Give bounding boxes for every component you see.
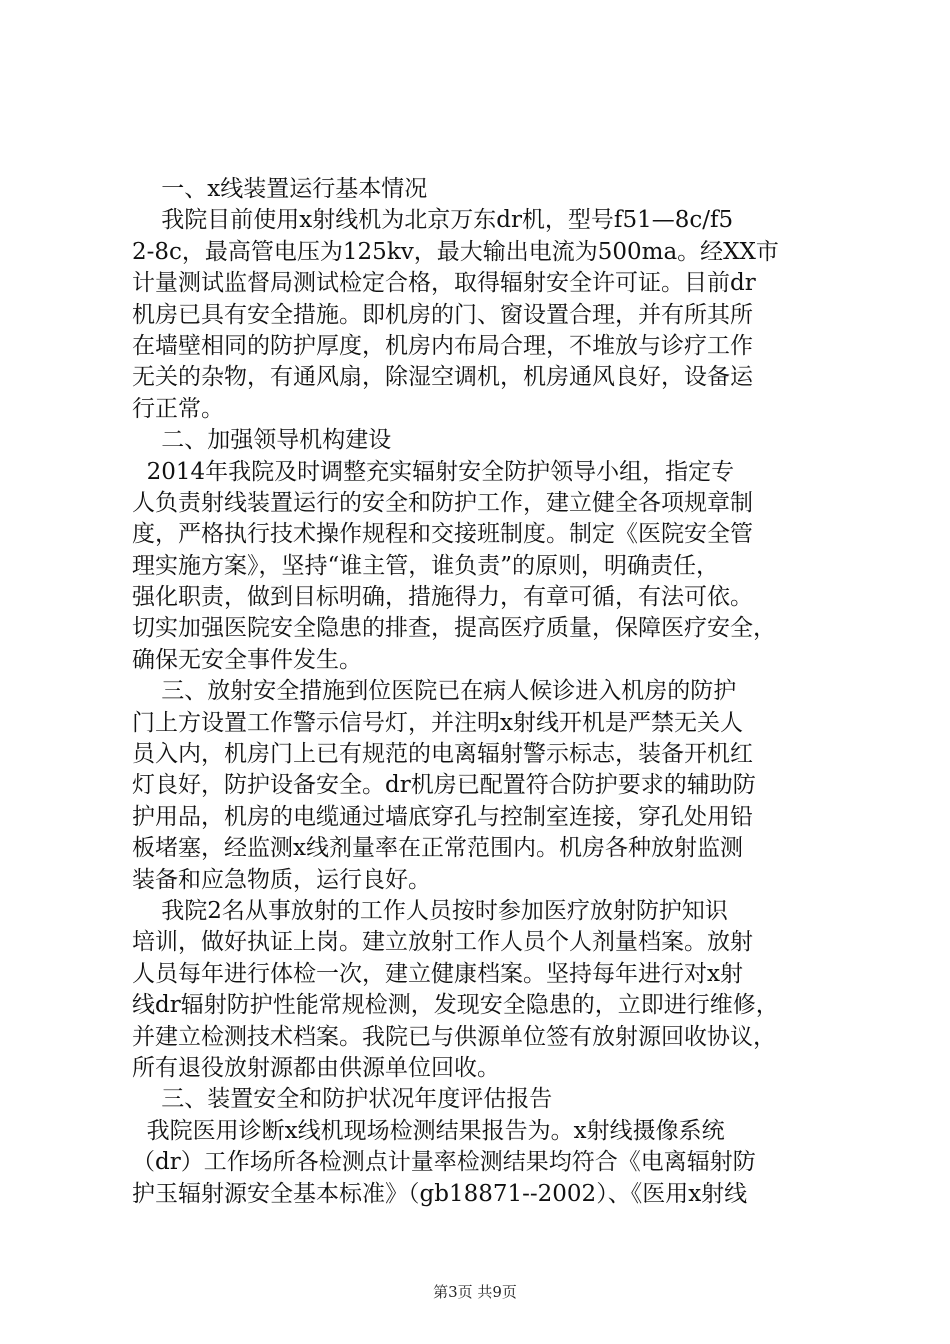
- text-line: 灯良好，防护设备安全。dr机房已配置符合防护要求的辅助防: [132, 772, 756, 799]
- text-line: 度，严格执行技术操作规程和交接班制度。制定《医院安全管: [132, 521, 753, 548]
- text-line: 在墙壁相同的防护厚度，机房内布局合理，不堆放与诊疗工作: [132, 332, 753, 359]
- text-line: 切实加强医院安全隐患的排查，提高医疗质量，保障医疗安全，: [132, 615, 776, 642]
- text-line: 2014年我院及时调整充实辐射安全防护领导小组，指定专: [132, 458, 735, 485]
- text-line: 板堵塞，经监测x线剂量率在正常范围内。机房各种放射监测: [132, 835, 743, 862]
- text-line: 培训，做好执证上岗。建立放射工作人员个人剂量档案。放射: [132, 929, 753, 956]
- text-line: 护用品，机房的电缆通过墙底穿孔与控制室连接，穿孔处用铅: [132, 803, 753, 830]
- text-line: 一、x线装置运行基本情况: [132, 176, 428, 202]
- text-line: 三、放射安全措施到位医院已在病人候诊进入机房的防护: [132, 678, 737, 705]
- text-line: 三、装置安全和防护状况年度评估报告: [132, 1086, 553, 1113]
- text-line: 门上方设置工作警示信号灯，并注明x射线开机是严禁无关人: [132, 709, 743, 736]
- text-line: 行正常。: [132, 395, 224, 422]
- text-line: 人员每年进行体检一次，建立健康档案。坚持每年进行对x射: [132, 960, 743, 987]
- text-line: 并建立检测技术档案。我院已与供源单位签有放射源回收协议，: [132, 1023, 776, 1050]
- text-line: 无关的杂物，有通风扇，除湿空调机，机房通风良好，设备运: [132, 364, 753, 391]
- text-line: 员入内，机房门上已有规范的电离辐射警示标志，装备开机红: [132, 741, 753, 768]
- text-line: （dr）工作场所各检测点计量率检测结果均符合《电离辐射防: [132, 1149, 756, 1176]
- text-line: 我院目前使用x射线机为北京万东dr机，型号f51—8c/f5: [132, 207, 734, 234]
- text-line: 机房已具有安全措施。即机房的门、窗设置合理，并有所其所: [132, 301, 753, 328]
- text-line: 2-8c，最高管电压为125kv，最大输出电流为500ma。经XX市: [132, 238, 779, 265]
- text-line: 理实施方案》，坚持“谁主管，谁负责”的原则，明确责任，: [132, 552, 720, 579]
- text-line: 护玉辐射源安全基本标准》（gb18871--2002）、《医用x射线: [132, 1180, 748, 1207]
- text-line: 我院医用诊断x线机现场检测结果报告为。x射线摄像系统: [132, 1117, 725, 1144]
- page-number-footer: 第3页 共9页: [433, 1283, 517, 1301]
- text-line: 装备和应急物质，运行良好。: [132, 866, 431, 893]
- document-body: [132, 174, 832, 1210]
- text-line: 人负责射线装置运行的安全和防护工作，建立健全各项规章制: [132, 489, 753, 516]
- text-line: 我院2名从事放射的工作人员按时参加医疗放射防护知识: [132, 897, 728, 924]
- text-line: 确保无安全事件发生。: [132, 646, 362, 673]
- text-line: 所有退役放射源都由供源单位回收。: [132, 1054, 500, 1081]
- text-line: 线dr辐射防护性能常规检测，发现安全隐患的，立即进行维修，: [132, 992, 779, 1019]
- text-line: 强化职责，做到目标明确，措施得力，有章可循，有法可依。: [132, 584, 753, 611]
- text-line: 二、加强领导机构建设: [132, 427, 392, 454]
- text-line: 计量测试监督局测试检定合格，取得辐射安全许可证。目前dr: [132, 270, 756, 297]
